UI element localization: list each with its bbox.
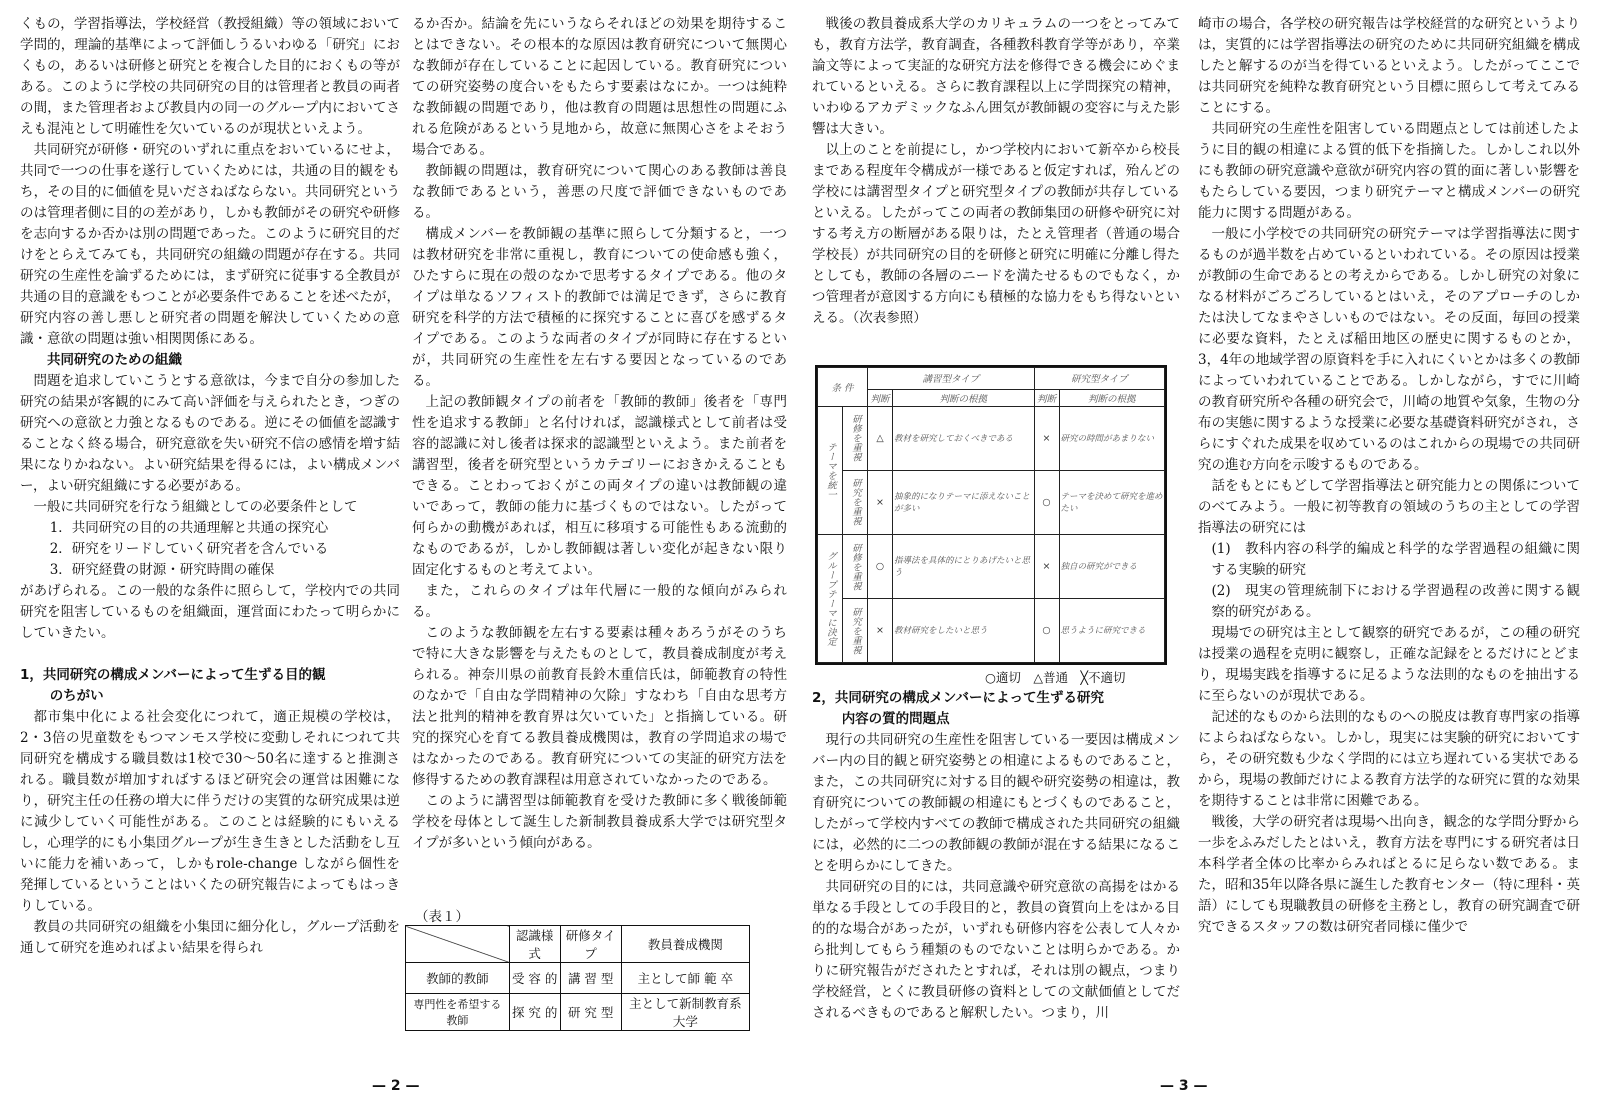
survey-table — [815, 365, 1167, 665]
table-row — [406, 994, 750, 1031]
conditions-list — [20, 518, 400, 581]
handwritten-note: 抽象的になりテーマに添えないことが多い — [893, 470, 1035, 534]
paragraph: 以上のことを前提にし，かつ学校内において新卒から校長まである程度年令構成が一様であると仮定すれば，殆んどの学校には講習型タイプと研究型タイプの教師が共存しているといえる。したがってこの両者の教師集団の研修や研究に対する考え方の断層がある限りは，たとえ管理者（普通の場合学校長）が共同研究の目的を研修と研究に明確に分離し得たとしても，教師の各層のニードを満たせるものでもなく，かつ管理者が意図する方向にも積極的な協力をもち得ないといえる。（次表参照） — [812, 142, 1180, 326]
reason-header: 判断の根拠 — [1059, 389, 1164, 406]
paragraph: るか否か。結論を先にいうならそれほどの効果を期待することはできない。その根本的な原因は教育研究について無関心な教師が存在していることに起因している。教育研究についての研究姿勢の度合いをもたらす要素はなにか。一つは純粋な教師観の問題であり，他は教育の問題は思想性の問題にふれる危険があるという見地から，故意に無関心さをよそおう場合である。 — [412, 16, 787, 158]
paragraph: 現場での研究は主として観察的研究であるが，この種の研究は授業の過程を克明に観察し，正確な記録をとるだけにとどまり，現場実践を指導するに足るような法則的なものを抽出するに至らないのが現状である。 — [1198, 625, 1580, 704]
paragraph: 記述的なものから法則的なものへの脱皮は教育専門家の指導によらねばならない。しかし，現実には実験的研究においてすら，その研究数も少なく学問的には立ち遅れている実状であるから，現場の教師だけによる教育方法学的な研究に質的な効果を期待することは非常に困難である。 — [1198, 709, 1580, 809]
paragraph: 教員の共同研究の組織を小集団に細分化し，グループ活動を通して研究を進めればよい結果を得られ — [20, 919, 400, 956]
paragraph: このように講習型は師範教育を受けた教師に多く戦後師範学校を母体として誕生した新制教員養成系大学では研究型タイプが多いという傾向がある。 — [412, 793, 787, 851]
paragraph: 問題を追求していこうとする意欲は，今まで自分の参加した研究の結果が客観的にみて高い評価を与えられたとき，つぎの研究への意欲と力強となるものである。逆にその価値を認識することなく終る場合，研究意欲を失い研究不信の感情を増す結果になりかねない。よい研究結果を得るには，よい構成メンバー，よい研究組織にする必要がある。 — [20, 373, 400, 494]
list-item: 3．研究経費の財源・研究時間の確保 — [49, 562, 275, 578]
kenkyu-header: 研究型タイプ — [1034, 368, 1164, 390]
paragraph: くもの，学習指導法，学校経営（教授組織）等の領域において学問的，理論的基準によって評価しうるいわゆる「研究」におくもの，あるいは研修と研究とを複合した目的におくもの等がある。このように学校の共同研究の目的は管理者と教員の両者の間，また管理者および教員内の同一のグループ内においてさえも混沌として明確性を欠いているのが現状といえよう。 — [20, 16, 400, 137]
judge-header: 判断 — [868, 389, 893, 406]
paragraph: 共同研究の目的には，共同意識や研究意欲の高揚をはかる単なる手段としての手段目的と，教員の資質向上をはかる目的的な場合があったが，いずれも研修内容を公表して人々から批判してもらう種類のものでないことは明らかである。かりに研究報告がだされたとすれば，それは別の観点，つまり学校経営，とくに教員研修の資料としての文献価値としてだされるべきものであると解釈したい。つまり，川 — [812, 879, 1180, 1021]
paragraph: 都市集中化による社会変化につれて，適正規模の学校は，2・3倍の児童数をもつマンモス学校に変動しそれにつれて共同研究を構成する職員数は1校で30〜50名に達すると推測される。職員数が増加すればするほど研究会の運営は困難になり，研究主任の任務の増大に伴うだけの実質的な研究成果は逆に減少していく可能性がある。このことは経験的にもいえるし，心理学的にも小集団グループが生き生きとした活動をし互いに能力を補いあって，しかもrole-change しながら個性を発揮しているということはいくたの研究報告によってもはっきりしている。 — [20, 709, 400, 914]
section-heading: 共同研究のための組織 — [47, 352, 182, 368]
handwritten-note: 研究の時間があまりない — [1059, 406, 1164, 470]
paragraph: このような教師観を左右する要素は種々あろうがそのうちで特に大きな影響を与えたものとして，教員養成制度が考えられる。神奈川県の前教育長鈴木重信氏は，師範教育の特性のなかで「自由な学問精神の欠除」すなわち「自由な思考方法と批判的精神を教育界は欠いていた」と指摘している。研究的探究心を育てる教員養成機関は，教育の学問追求の場ではなかったのである。教育研究についての実証的研究方法を修得するための教育課程は用意されていなかったのである。 — [412, 625, 787, 788]
list-item: (2) 現実の管理統制下における学習過程の改善に関する観察的研究がある。 — [1211, 583, 1580, 620]
paragraph: 一般に小学校での共同研究の研究テーマは学習指導法に関するものが過半数を占めているといわれている。その原因は授業が教師の生命であるとの考えからである。しかし研究の対象になる材料がごろごろしているとはいえ，そのアプローチのしかたは決してなまやさしいものではない。その反面，毎回の授業に必要な資料，たとえば稲田地区の歴史に関するものとか，3，4年の地域学習の原資料を手に入れにくいとかは多くの教師によっていわれていることである。しかしながら，すでに川崎の教育研究所や各種の研究会で，川崎の地質や気象，生物の分布の実態に関するような授業に必要な基礎資料研究がされ，さらにすぐれた成果を収めているのはこれからの現場での共同研究の進む方向を示唆するものである。 — [1198, 226, 1580, 473]
page-number: — 3 — — [1160, 1078, 1208, 1094]
paragraph: 現行の共同研究の生産性を阻害している一要因は構成メンバー内の目的観と研究姿勢との相違によるものであること，また，この共同研究に対する目的観や研究姿勢の相違は，教育研究についての教師観の相違にもとづくものであること，したがって学校内すべての教師で構成された共同研究の組織には，必然的に二つの教師観の教師が混在する結果になることを明らかにしてきた。 — [812, 732, 1180, 874]
paragraph: 戦後，大学の研究者は現場へ出向き，観念的な学問分野から一歩をふみだしたとはいえ，教育方法を専門にする研究者は日本科学者全体の比率からみればとるに足らない数である。また，昭和35年以降各県に誕生した教育センター（特に理科・英語）にしても現職教員の研修を主務とし，教育の研究調査で研究できるスタッフの数は研究者同様に僅少で — [1198, 814, 1580, 935]
table-cell: 探 究 的 — [509, 994, 560, 1031]
paragraph: 戦後の教員養成系大学のカリキュラムの一つをとってみても，教育方法学，教育調査，各種教科教育学等があり，卒業論文等によって実証的な研究方法を修得できる機会にめぐまれているといえる。さらに教育課程以上に学問探究の精神，いわゆるアカデミックなふん囲気が教師観の変容に与えた影響は大きい。 — [812, 16, 1180, 137]
row-label: 研修を重視 — [843, 406, 868, 470]
paragraph: 教師観の問題は，教育研究について関心のある教師は善良な教師であるという，善悪の尺度で評価できないものである。 — [412, 163, 787, 221]
judgement-mark: × — [1034, 534, 1059, 598]
row-label: 教師的教師 — [406, 963, 510, 994]
table-cell: 受 容 的 — [509, 963, 560, 994]
handwritten-note: 教材を研究しておくべきである — [893, 406, 1035, 470]
table-header: 認識様式 — [509, 926, 560, 963]
section-heading: 1，共同研究の構成メンバーによって生ずる目的観 — [20, 667, 326, 683]
section-heading-cont: のちがい — [49, 688, 104, 704]
paragraph: 一般に共同研究を行なう組織としての必要条件として — [33, 499, 358, 515]
page3-column-2 — [1198, 14, 1580, 938]
section-heading: 2，共同研究の構成メンバーによって生ずる研究 — [812, 690, 1104, 706]
judgement-mark: ○ — [1034, 598, 1059, 662]
paragraph: 上記の教師観タイプの前者を「教師的教師」後者を「専門性を追求する教師」と名付ければ，認識様式として前者は受容的認識に対し後者は探求的認識型といえよう。また前者を講習型，後者を研究型というカテゴリーにおきかえることもできる。ことわっておくがこの両タイプの違いは教師観の違いであって，教師の能力に基づくものではない。したがって何らかの動機があれば，相互に移項する可能性もある流動的なものであるが，しかし教師観は著しい変化が起きない限り固定化するものと考えてよい。 — [412, 394, 787, 578]
page-number: — 2 — — [372, 1078, 420, 1094]
row-label: 専門性を希望する教師 — [406, 994, 510, 1031]
judgement-mark: ○ — [1034, 470, 1059, 534]
table-header: 教員養成機関 — [621, 926, 749, 963]
judge-header: 判断 — [1034, 389, 1059, 406]
paragraph: があげられる。この一般的な条件に照らして，学校内での共同研究を阻害しているものを組織面，運営面にわたって明らかにしていきたい。 — [20, 583, 400, 641]
table-cell: 主として新制教育系大学 — [621, 994, 749, 1031]
paragraph: また，これらのタイプは年代層に一般的な傾向がみられる。 — [412, 583, 787, 620]
table-corner — [406, 926, 510, 963]
paragraph: 話をもとにもどして学習指導法と研究能力との関係についてのべてみよう。一般に初等教育の領域のうちの主としての学習指導法の研究には — [1198, 478, 1580, 536]
table-cell: 講 習 型 — [560, 963, 621, 994]
row-label: 研究を重視 — [843, 598, 868, 662]
list-item: 2．研究をリードしていく研究者を含んでいる — [49, 541, 329, 557]
row-label: 研修を重視 — [843, 534, 868, 598]
page2-column-1 — [20, 14, 400, 959]
handwritten-note: 思うように研究できる — [1059, 598, 1164, 662]
paragraph: 共同研究が研修・研究のいずれに重点をおいているにせよ，共同で一つの仕事を遂行していくためには，共通の目的観をもち，その目的に価値を見いださねばならない。共同研究というのは管理者側に目的の差があり，しかも教師がその研究や研修を志向するか否かは別の問題であった。このように研究目的だけをとらえてみても，共同研究の組織の問題が存在する。共同研究の生産性を論ずるためには，まず研究に従事する全教員が共通の目的意識をもつことが必要条件であることを述べたが，研究内容の善し悪しと研究者の問題を解決していくための意識・意欲の問題は強い相関関係にある。 — [20, 142, 400, 347]
table-header-row — [406, 926, 750, 963]
handwritten-note: 指導法を具体的にとりあげたいと思う — [893, 534, 1035, 598]
group-label: グループテーマに決定 — [818, 534, 843, 662]
list-item: 1．共同研究の目的の共通理解と共通の探究心 — [49, 520, 329, 536]
kosyu-header: 講習型タイプ — [868, 368, 1035, 390]
section-heading-cont: 内容の質的問題点 — [841, 711, 950, 727]
table-legend: ○適切 △普通 ╳不適切 — [985, 670, 1126, 685]
judgement-mark: × — [868, 470, 893, 534]
handwritten-note: テーマを決めて研究を進めたい — [1059, 470, 1164, 534]
table-header: 研修タイプ — [560, 926, 621, 963]
paragraph: 崎市の場合，各学校の研究報告は学校経営的な研究というよりは，実質的には学習指導法の研究のために共同研究組織を構成したと解するのが当を得ているといえよう。したがってここでは共同研究を純粋な教育研究という目標に照らして考えてみることにする。 — [1198, 16, 1580, 116]
page2-column-2 — [412, 14, 787, 854]
table-1 — [405, 925, 750, 1031]
handwritten-note: 教材研究をしたいと思う — [893, 598, 1035, 662]
judgement-mark: △ — [868, 406, 893, 470]
table-caption: （表１） — [415, 909, 469, 925]
group-label: テーマを統一 — [818, 406, 843, 534]
page3-column-1 — [812, 14, 1180, 329]
paragraph: 共同研究の生産性を阻害している問題点としては前述したように目的観の相違による質的低下を指摘した。しかしこれ以外にも教師の研究意識や意欲が研究内容の質的面に著しい影響をもたらしている要因，つまり研究テーマと構成メンバーの研究能力に関する問題がある。 — [1198, 121, 1580, 221]
list-item: (1) 教科内容の科学的編成と科学的な学習過程の組織に関する実験的研究 — [1211, 541, 1580, 578]
judgement-mark: ○ — [868, 534, 893, 598]
judgement-mark: × — [868, 598, 893, 662]
judgement-mark: × — [1034, 406, 1059, 470]
table-cell: 主として師 範 卒 — [621, 963, 749, 994]
table-cell: 研 究 型 — [560, 994, 621, 1031]
paragraph: 構成メンバーを教師観の基準に照らして分類すると，一つは教材研究を非常に重視し，教育についての使命感も強く，ひたすらに現在の殻のなかで思考するタイプである。他のタイプは単なるソフィスト的教師では満足できず，さらに教育研究を科学的方法で積極的に探究することに喜びを感ずるタイプである。このような両者のタイプが同時に存在するといが，共同研究の生産性を左右する要因となっているのである。 — [412, 226, 787, 389]
page3-column-1-lower — [812, 688, 1180, 1024]
handwritten-note: 独自の研究ができる — [1059, 534, 1164, 598]
reason-header: 判断の根拠 — [893, 389, 1035, 406]
condition-header: 条 件 — [818, 368, 868, 407]
row-label: 研究を重視 — [843, 470, 868, 534]
table-row — [406, 963, 750, 994]
